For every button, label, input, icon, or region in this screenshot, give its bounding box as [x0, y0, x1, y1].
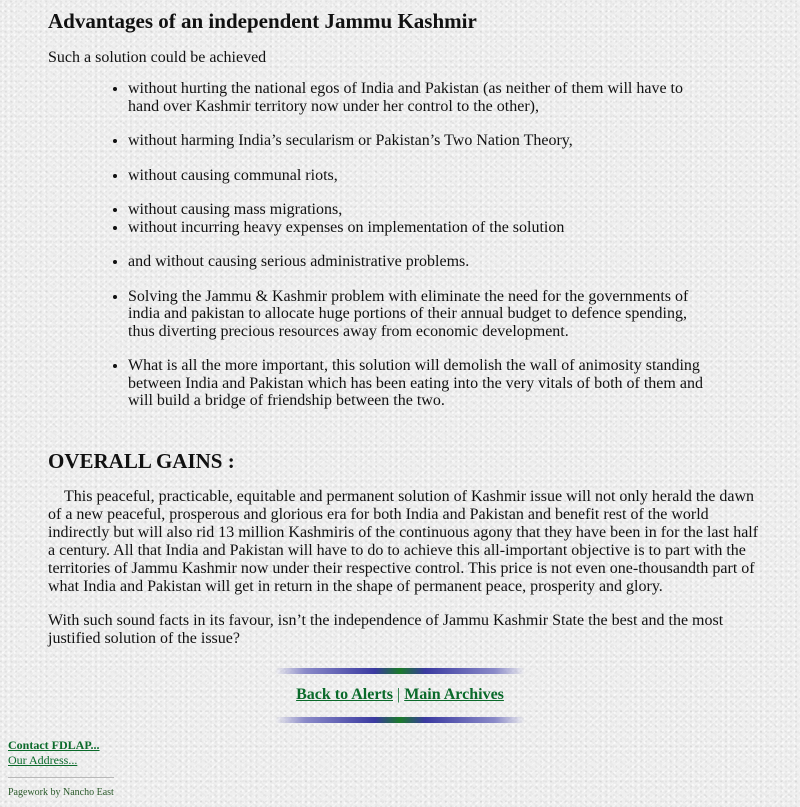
footer	[8, 738, 114, 800]
list-item: • without hurting the national egos of India and Pakistan (as neither of them will have to hand over Kashmir territory now under her control to the other),	[128, 80, 706, 115]
pagework-credit: Pagework by Nancho East	[8, 787, 114, 798]
gains-paragraph: This peaceful, practicable, equitable and permanent solution of Kashmir issue will not only herald the dawn of a new peaceful, prosperous and glorious era for both India and Pakistan and benefit rest of the world indirectly but will also rid 13 million Kashmiris of the continuous agony that they have been in for the last half a century. All that India and Pakistan will have to do to achieve this all-important objective is to part with the territories of Jammu Kashmir now under their respective control. This price is not even one-thousandth part of what India and Pakistan will get in return in the shape of permanent peace, prosperity and glory.	[48, 487, 759, 595]
list-item: • without causing mass migrations,	[128, 201, 706, 219]
main-content	[48, 8, 760, 648]
advantages-list	[48, 80, 706, 410]
list-item: • and without causing serious administrative problems.	[128, 253, 706, 271]
footer-divider	[8, 777, 114, 778]
list-item: • without incurring heavy expenses on implementation of the solution	[128, 219, 706, 237]
address-link[interactable]: Our Address...	[8, 753, 78, 767]
gains-heading: OVERALL GAINS :	[48, 448, 235, 473]
list-item: • What is all the more important, this solution will demolish the wall of animosity standing between India and Pakistan which has been eating into the very vitals of both of them and will build a bridge of friendship between the two.	[128, 357, 706, 410]
divider-bar-bottom	[275, 717, 525, 723]
list-item: • without causing communal riots,	[128, 167, 706, 185]
contact-link[interactable]: Contact FDLAP...	[8, 738, 100, 752]
back-to-alerts-link[interactable]: Back to Alerts	[296, 686, 393, 703]
page-title: Advantages of an independent Jammu Kashmir	[48, 9, 477, 33]
divider-bar-top	[275, 668, 525, 674]
nav-separator: |	[396, 686, 401, 703]
list-item: • without harming India’s secularism or Pakistan’s Two Nation Theory,	[128, 132, 706, 150]
nav-links	[275, 682, 525, 708]
nav-box	[275, 668, 525, 723]
closing-paragraph: With such sound facts in its favour, isn’t the independence of Jammu Kashmir State the best and the most justified solution of the issue?	[48, 611, 724, 647]
main-archives-link[interactable]: Main Archives	[404, 686, 504, 703]
intro-text: Such a solution could be achieved	[48, 49, 267, 66]
list-item: • Solving the Jammu & Kashmir problem with eliminate the need for the governments of india and pakistan to allocate huge portions of their annual budget to defence spending, thus diverting precious resources away from economic development.	[128, 288, 706, 341]
